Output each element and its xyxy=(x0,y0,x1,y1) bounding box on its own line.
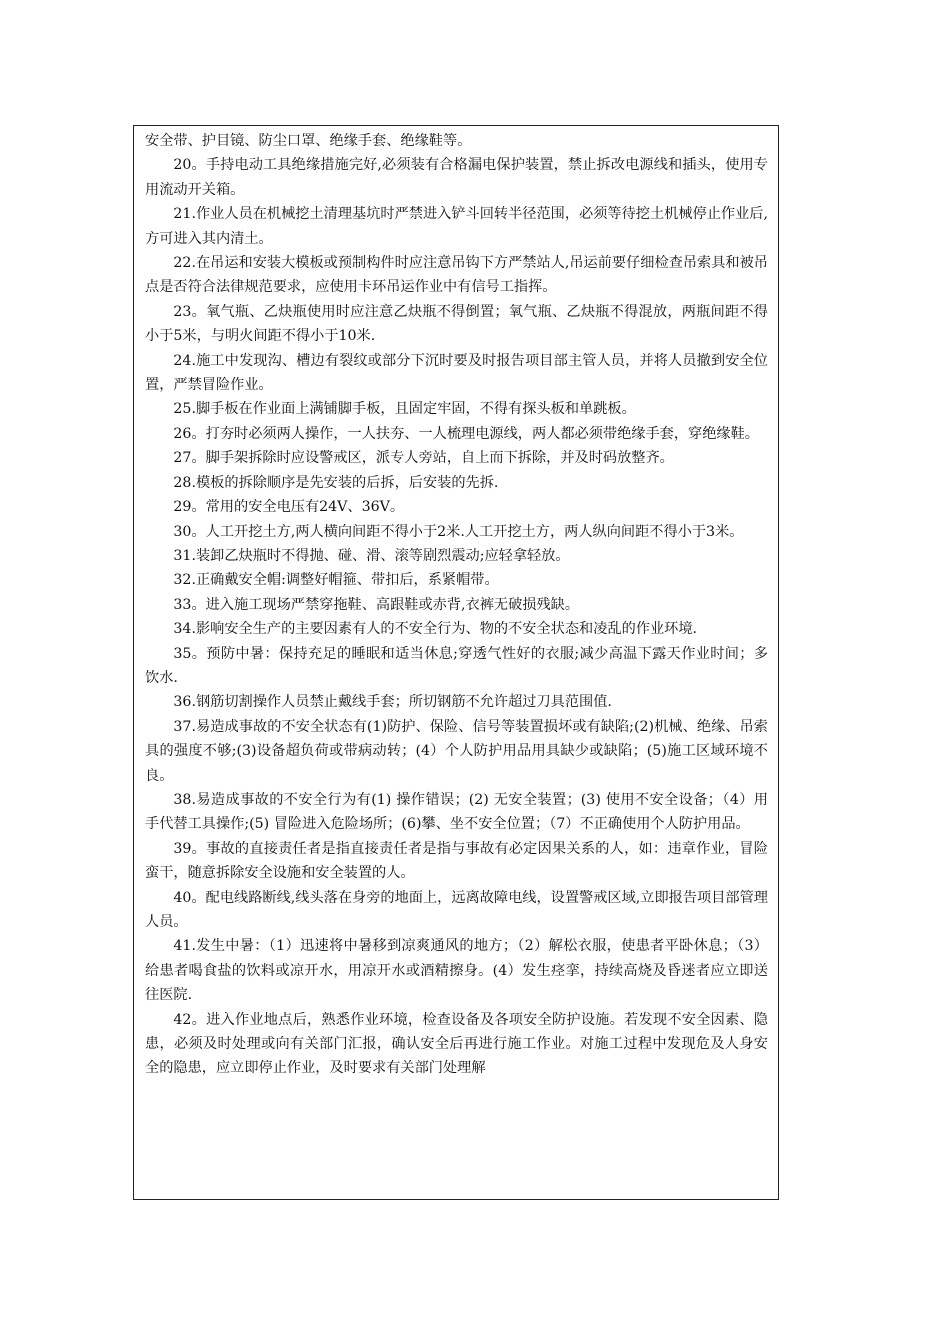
paragraph-item-36: 36.钢筋切割操作人员禁止戴线手套；所切钢筋不允许超过刀具范围值. xyxy=(173,694,612,711)
paragraph-item-34: 34.影响安全生产的主要因素有人的不安全行为、物的不安全状态和凌乱的作业环境. xyxy=(173,621,698,638)
paragraph-item-30: 30。人工开挖土方,两人横向间距不得小于2米.人工开挖土方，两人纵向间距不得小于3米。 xyxy=(173,523,744,540)
document-frame xyxy=(133,125,779,1200)
paragraph-item-38: 38.易造成事故的不安全行为有(1) 操作错误；(2) 无安全装置；(3) 使用不安全设备；（4）用手代替工具操作;(5) 冒险进入危险场所；(6)攀、坐不安全位置；（7）不正确使用个人防护用品。 xyxy=(145,791,768,833)
paragraph-item-21: 21.作业人员在机械挖土清理基坑时严禁进入铲斗回转半径范围，必须等待挖土机械停止作业后,方可进入其内清土。 xyxy=(145,206,768,247)
paragraph-item-39: 39。事故的直接责任者是指直接责任者是指与事故有必定因果关系的人，如：违章作业，冒险蛮干，随意拆除安全设施和安全装置的人。 xyxy=(145,840,768,882)
paragraph-item-37: 37.易造成事故的不安全状态有(1)防护、保险、信号等装置损坏或有缺陷;(2)机械、绝缘、吊索具的强度不够;(3)设备超负荷或带病动转；(4）个人防护用品用具缺少或缺陷；(5)施工区域环境不良。 xyxy=(145,718,768,784)
paragraph-item-35: 35。预防中暑：保持充足的睡眠和适当休息;穿透气性好的衣服;减少高温下露天作业时间；多饮水. xyxy=(145,645,768,686)
paragraph-item-28: 28.模板的拆除顺序是先安装的后拆，后安装的先拆. xyxy=(173,474,499,491)
paragraph-item-29: 29。常用的安全电压有24V、36V。 xyxy=(173,499,405,516)
paragraph-continuation: 安全带、护目镜、防尘口罩、绝缘手套、绝缘鞋等。 xyxy=(145,133,472,149)
paragraph-item-27: 27。脚手架拆除时应设警戒区，派专人旁站，自上而下拆除，并及时码放整齐。 xyxy=(173,450,674,467)
paragraph-item-22: 22.在吊运和安装大模板或预制构件时应注意吊钩下方严禁站人,吊运前要仔细检查吊索具和被吊点是否符合法律规范要求，应使用卡环吊运作业中有信号工指挥。 xyxy=(145,255,768,296)
paragraph-item-32: 32.正确戴安全帽:调整好帽箍、带扣后，系紧帽带。 xyxy=(173,572,499,589)
paragraph-item-33: 33。进入施工现场严禁穿拖鞋、高跟鞋或赤背,衣裤无破损残缺。 xyxy=(173,596,580,613)
paragraph-item-41: 41.发生中暑：（1）迅速将中暑移到凉爽通风的地方；（2）解松衣服，使患者平卧休息；（3）给患者喝食盐的饮料或凉开水，用凉开水或酒精擦身。(4）发生痉挛，持续高烧及昏迷者应立即送往医院. xyxy=(145,938,768,1004)
paragraph-item-23: 23。氧气瓶、乙炔瓶使用时应注意乙炔瓶不得倒置；氧气瓶、乙炔瓶不得混放，两瓶间距不得小于5米，与明火间距不得小于10米. xyxy=(145,303,768,345)
paragraph-item-42: 42。进入作业地点后，熟悉作业环境，检查设备及各项安全防护设施。若发现不安全因素、隐患，必须及时处理或向有关部门汇报，确认安全后再进行施工作业。对施工过程中发现危及人身安全的隐患，应立即停止作业，及时要求有关部门处理解 xyxy=(145,1011,768,1077)
paragraph-item-25: 25.脚手板在作业面上满铺脚手板，且固定牢固，不得有探头板和单跳板。 xyxy=(173,401,636,418)
paragraph-item-31: 31.装卸乙炔瓶时不得抛、碰、滑、滚等剧烈震动;应轻拿轻放。 xyxy=(173,547,570,564)
paragraph-item-24: 24.施工中发现沟、槽边有裂纹或部分下沉时要及时报告项目部主管人员，并将人员撤到安全位置，严禁冒险作业。 xyxy=(145,352,768,394)
paragraph-item-40: 40。配电线路断线,线头落在身旁的地面上，远离故障电线，设置警戒区域,立即报告项目部管理人员。 xyxy=(145,889,768,930)
paragraph-item-26: 26。打夯时必须两人操作，一人扶夯、一人梳理电源线，两人都必须带绝缘手套，穿绝缘鞋。 xyxy=(173,425,759,442)
document-body xyxy=(134,126,778,1081)
paragraph-item-20: 20。手持电动工具绝缘措施完好,必须装有合格漏电保护装置，禁止拆改电源线和插头，使用专用流动开关箱。 xyxy=(145,157,768,198)
